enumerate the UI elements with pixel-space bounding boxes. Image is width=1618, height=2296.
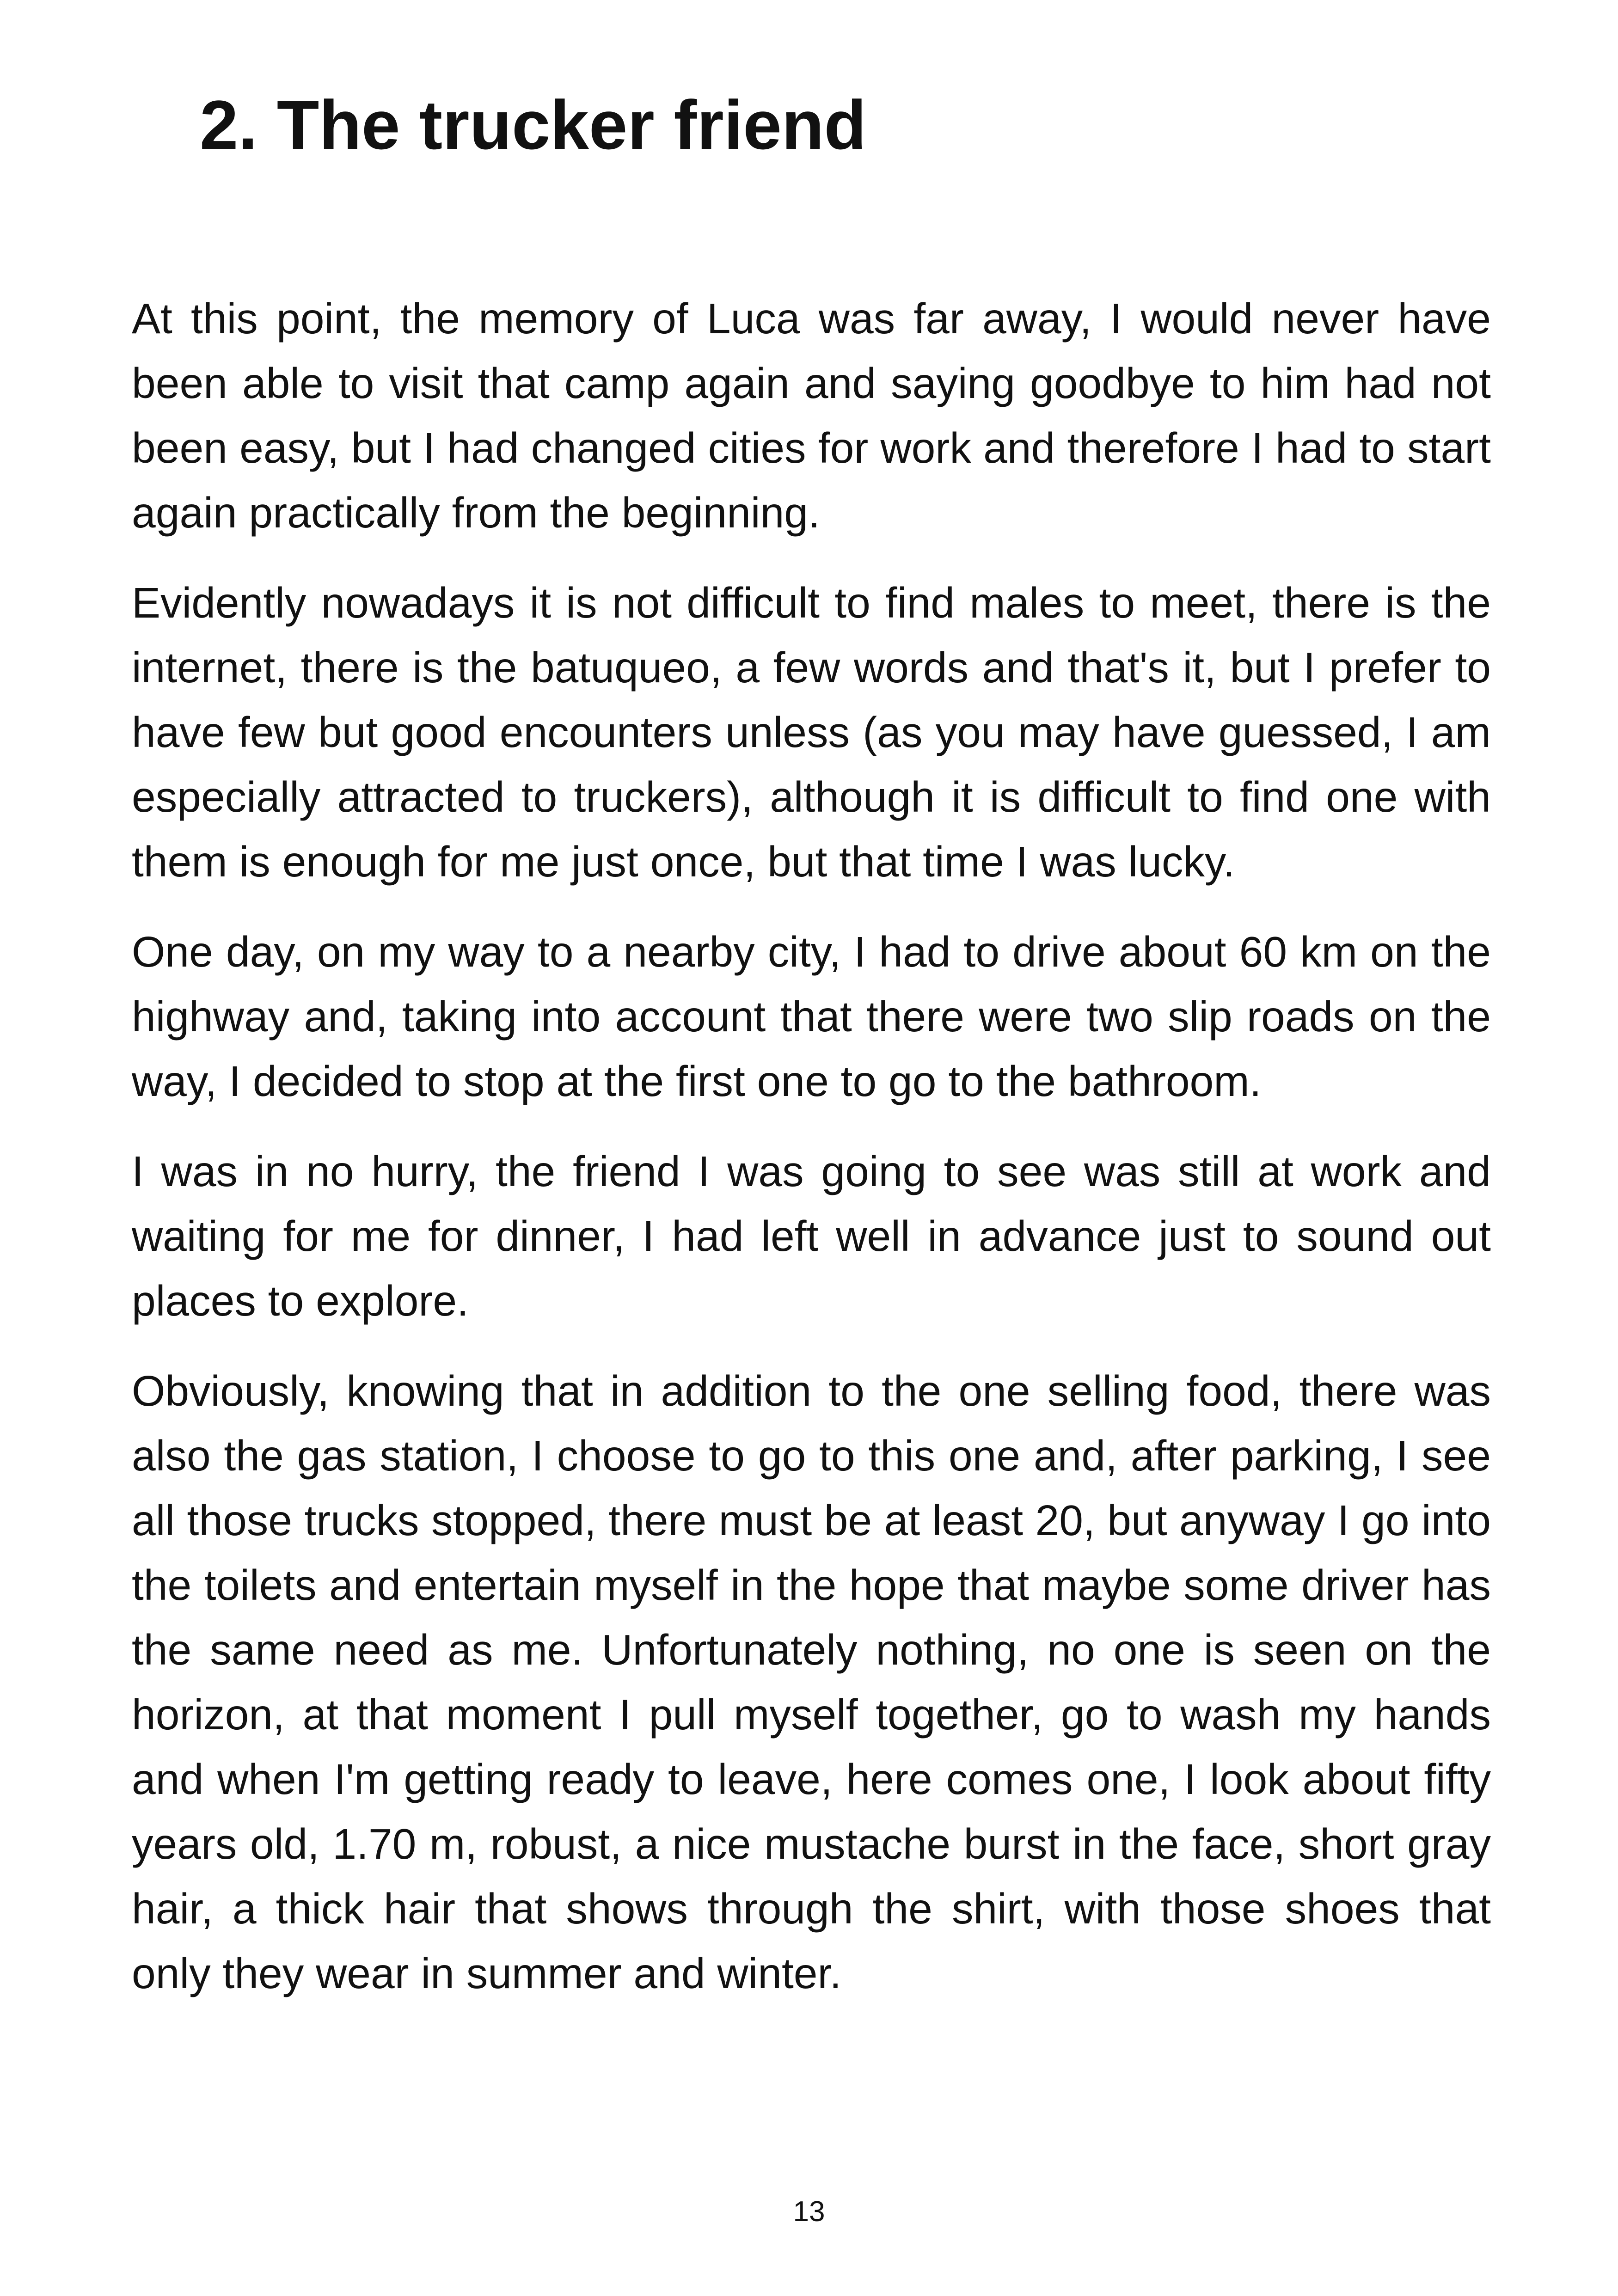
paragraph: Evidently nowadays it is not difficult to find males to meet, there is the internet, there is the batuqueo, a few words and that's it, but I prefer to have few but good encounters unless (as you may have guessed, I am especially attracted to truckers), although it is difficult to find one with them is enough for me just once, but that time I was lucky. bbox=[132, 579, 1491, 886]
page-number: 13 bbox=[793, 2196, 825, 2228]
chapter-title: 2. The trucker friend bbox=[200, 86, 867, 164]
paragraph: One day, on my way to a nearby city, I had to drive about 60 km on the highway and, taking into account that there were two slip roads on the way, I decided to stop at the first one to go to the bathroom. bbox=[132, 928, 1491, 1105]
paragraph: I was in no hurry, the friend I was going to see was still at work and waiting for me for dinner, I had left well in advance just to sound out places to explore. bbox=[132, 1147, 1491, 1325]
paragraph: At this point, the memory of Luca was far away, I would never have been able to visit that camp again and saying goodbye to him had not been easy, but I had changed cities for work and therefore I had to start again practically from the beginning. bbox=[132, 294, 1491, 537]
paragraph: Obviously, knowing that in addition to the one selling food, there was also the gas station, I choose to go to this one and, after parking, I see all those trucks stopped, there must be at least 20, but anyway I go into the toilets and entertain myself in the hope that maybe some driver has the same need as me. Unfortunately nothing, no one is seen on the horizon, at that moment I pull myself together, go to wash my hands and when I'm getting ready to leave, here comes one, I look about fifty years old, 1.70 m, robust, a nice mustache burst in the face, short gray hair, a thick hair that shows through the shirt, with those shoes that only they wear in summer and winter. bbox=[132, 1367, 1491, 1997]
body-text bbox=[132, 286, 1491, 2031]
